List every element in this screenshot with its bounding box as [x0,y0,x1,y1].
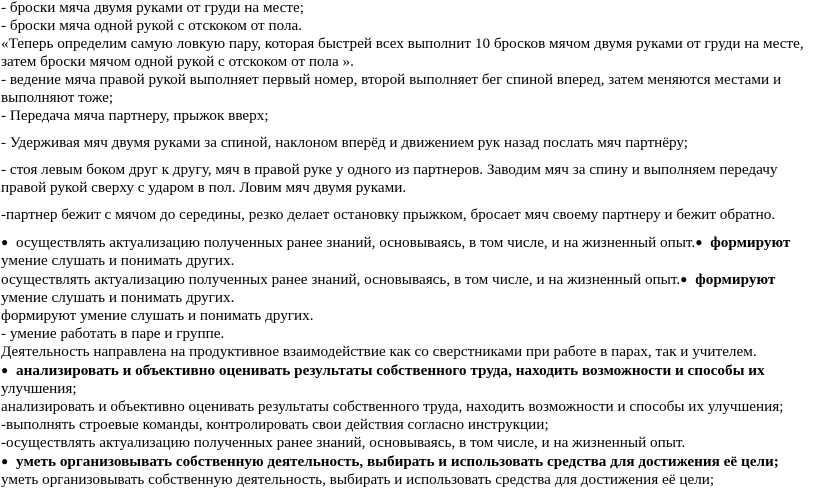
bullet-1-text: осуществлять актуализацию полученных ранее знаний, основываясь, в том числе, и на жизненный опыт. [12,234,696,251]
text-block-bullet-6 [0,361,816,398]
bullet-1-tail: умение слушать и понимать других. [1,252,235,269]
bullet-icon: ● [1,454,9,468]
text-block-bullet-1 [0,233,816,270]
block-2-tail: умение слушать и понимать других. [1,289,235,306]
bullet-1-bold: формируют [706,234,791,251]
text-paragraph-side: - стоя левым боком друг к другу, мяч в правой руке у одного из партнеров. Заводим мяч за спину и выполняем передачу правой рукой сверху с ударом в пол. Ловим мяч двумя руками. [1,161,778,196]
text-paragraph-quote: «Теперь определим самую ловкую пару, которая быстрей всех выполнит 10 бросков мячом двумя руками от груди на месте, затем броски мячом одной рукой с отскоком от пола ». [1,35,804,70]
bullet-6-bold: анализировать и объективно оценивать результаты собственного труда, находить возможности и способы их [12,362,765,379]
text-line-2: - броски мяча одной рукой с отскоком от пола. [1,17,303,34]
block-2-text: осуществлять актуализацию полученных ранее знаний, основываясь, в том числе, и на жизненный опыт. [1,271,681,288]
text-line-b4: - умение работать в паре и группе. [1,325,225,342]
text-line-b11: уметь организовывать собственную деятельность, выбирать и использовать средства для достижения её цели; [1,471,715,488]
bullet-icon: ● [1,235,9,249]
text-line-b8: -выполнять строевые команды, контролировать свои действия согласно инструкции; [1,416,549,433]
text-block-2 [0,270,816,307]
text-paragraph-partner: -партнер бежит с мячом до середины, резко делает остановку прыжком, бросает мяч своему партнеру и бежит обратно. [1,206,776,223]
text-line-b9: -осуществлять актуализацию полученных ранее знаний, основываясь, в том числе, и на жизненный опыт. [1,434,686,451]
text-line-b3: формируют умение слушать и понимать других. [1,307,314,324]
bullet-icon: ● [695,235,703,249]
text-block-bullet-10 [0,452,816,471]
text-line-b7: анализировать и объективно оценивать результаты собственного труда, находить возможности и способы их улучшения; [1,398,784,415]
text-line-1: - броски мяча двумя руками от груди на месте; [1,0,305,16]
text-paragraph-dribble: - ведение мяча правой рукой выполняет первый номер, второй выполняет бег спиной вперед, затем меняются местами и выполняют тоже; [1,71,782,106]
bullet-6-tail: улучшения; [1,380,77,397]
bullet-10-bold: уметь организовывать собственную деятельность, выбирать и использовать средства для достижения её цели; [12,453,779,470]
bullet-icon: ● [680,272,688,286]
block-2-bold: формируют [691,271,776,288]
text-paragraph-hold: - Удерживая мяч двумя руками за спиной, наклоном вперёд и движением рук назад послать мяч партнёру; [1,134,689,151]
text-line-pass: - Передача мяча партнеру, прыжок вверх; [1,107,269,124]
text-line-b5: Деятельность направлена на продуктивное взаимодействие как со сверстниками при работе в парах, так и учителем. [1,343,757,360]
bullet-icon: ● [1,363,9,377]
